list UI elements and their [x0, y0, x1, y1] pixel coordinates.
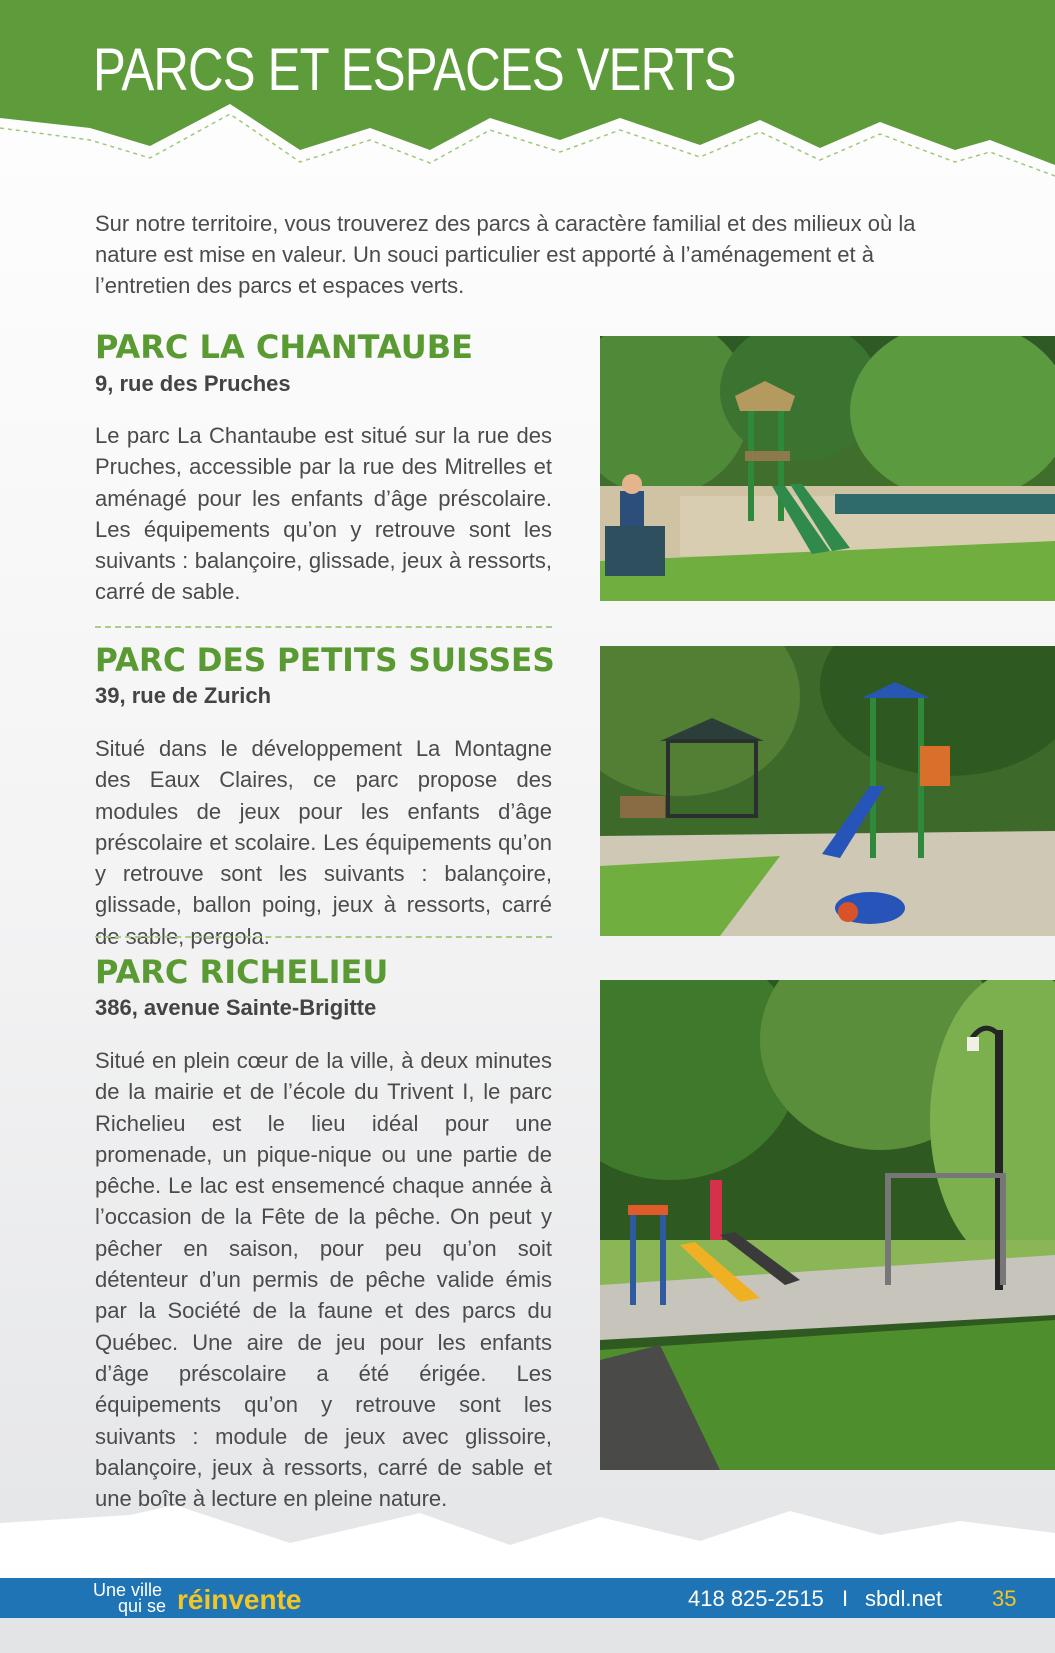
park-title-chantaube: PARC LA CHANTAUBE [95, 328, 474, 366]
slogan-line-2: qui se [118, 1596, 167, 1616]
page-number: 35 [992, 1586, 1017, 1611]
park-title-petits-suisses: PARC DES PETITS SUISSES [95, 641, 555, 679]
park-description-richelieu: Situé en plein cœur de la ville, à deux minutes de la mairie et de l’école du Trivent I, le parc Richelieu est le lieu idéal pour une promenade, un pique-nique ou une partie de pêche. Le lac est ensemencé chaque année à l’occasion de la Fête de la pêche. On peut y pêcher en saison, pour peu qu’on soit détenteur d’un permis de pêche valide émis par la Société de la faune et des parcs du Québec. Une aire de jeu pour les enfants d’âge préscolaire a été érigée. Les équipements qu’on y retrouve sont les suivants : module de jeux avec glissoire, balançoire, jeux à ressorts, carré de sable et une boîte à lecture en pleine nature. [95, 1048, 552, 1512]
photo-parc-petits-suisses [600, 646, 1055, 936]
park-description-petits-suisses: Situé dans le développement La Montagne des Eaux Claires, ce parc propose des modules de jeux pour les enfants d’âge préscolaire et scolaire. Les équipements qu’on y retrouve sont les suivants : balançoire, glissade, ballon poing, jeux à ressorts, carré de sable, pergola. [95, 736, 552, 949]
photo-parc-richelieu [600, 980, 1055, 1470]
park-address-chantaube: 9, rue des Pruches [95, 371, 291, 396]
page-title: PARCS ET ESPACES VERTS [93, 36, 736, 103]
footer-website-link[interactable]: sbdl.net [865, 1586, 943, 1611]
footer-phone: 418 825-2515 [688, 1586, 824, 1611]
section-divider [95, 936, 552, 938]
footer-zigzag [0, 1505, 1055, 1580]
photo-parc-chantaube [600, 336, 1055, 601]
intro-paragraph: Sur notre territoire, vous trouverez des parcs à caractère familial et des milieux où la nature est mise en valeur. Un souci particulier est apporté à l’aménagement et à l’entretien des parcs et espaces verts. [95, 211, 916, 298]
footer-separator: I [842, 1586, 849, 1611]
park-description-chantaube: Le parc La Chantaube est situé sur la rue des Pruches, accessible par la rue des Mitrelles et aménagé pour les enfants d’âge préscolaire. Les équipements qu’on y retrouve sont les suivants : balançoire, glissade, jeux à ressorts, carré de sable. [95, 423, 552, 605]
park-address-petits-suisses: 39, rue de Zurich [95, 683, 272, 708]
footer-bar [0, 1578, 1055, 1618]
park-title-richelieu: PARC RICHELIEU [95, 953, 389, 991]
park-address-richelieu: 386, avenue Sainte-Brigitte [95, 995, 377, 1020]
slogan-line-1: Une ville [93, 1580, 163, 1600]
slogan-word: réinvente [177, 1584, 302, 1615]
section-divider [95, 626, 552, 628]
